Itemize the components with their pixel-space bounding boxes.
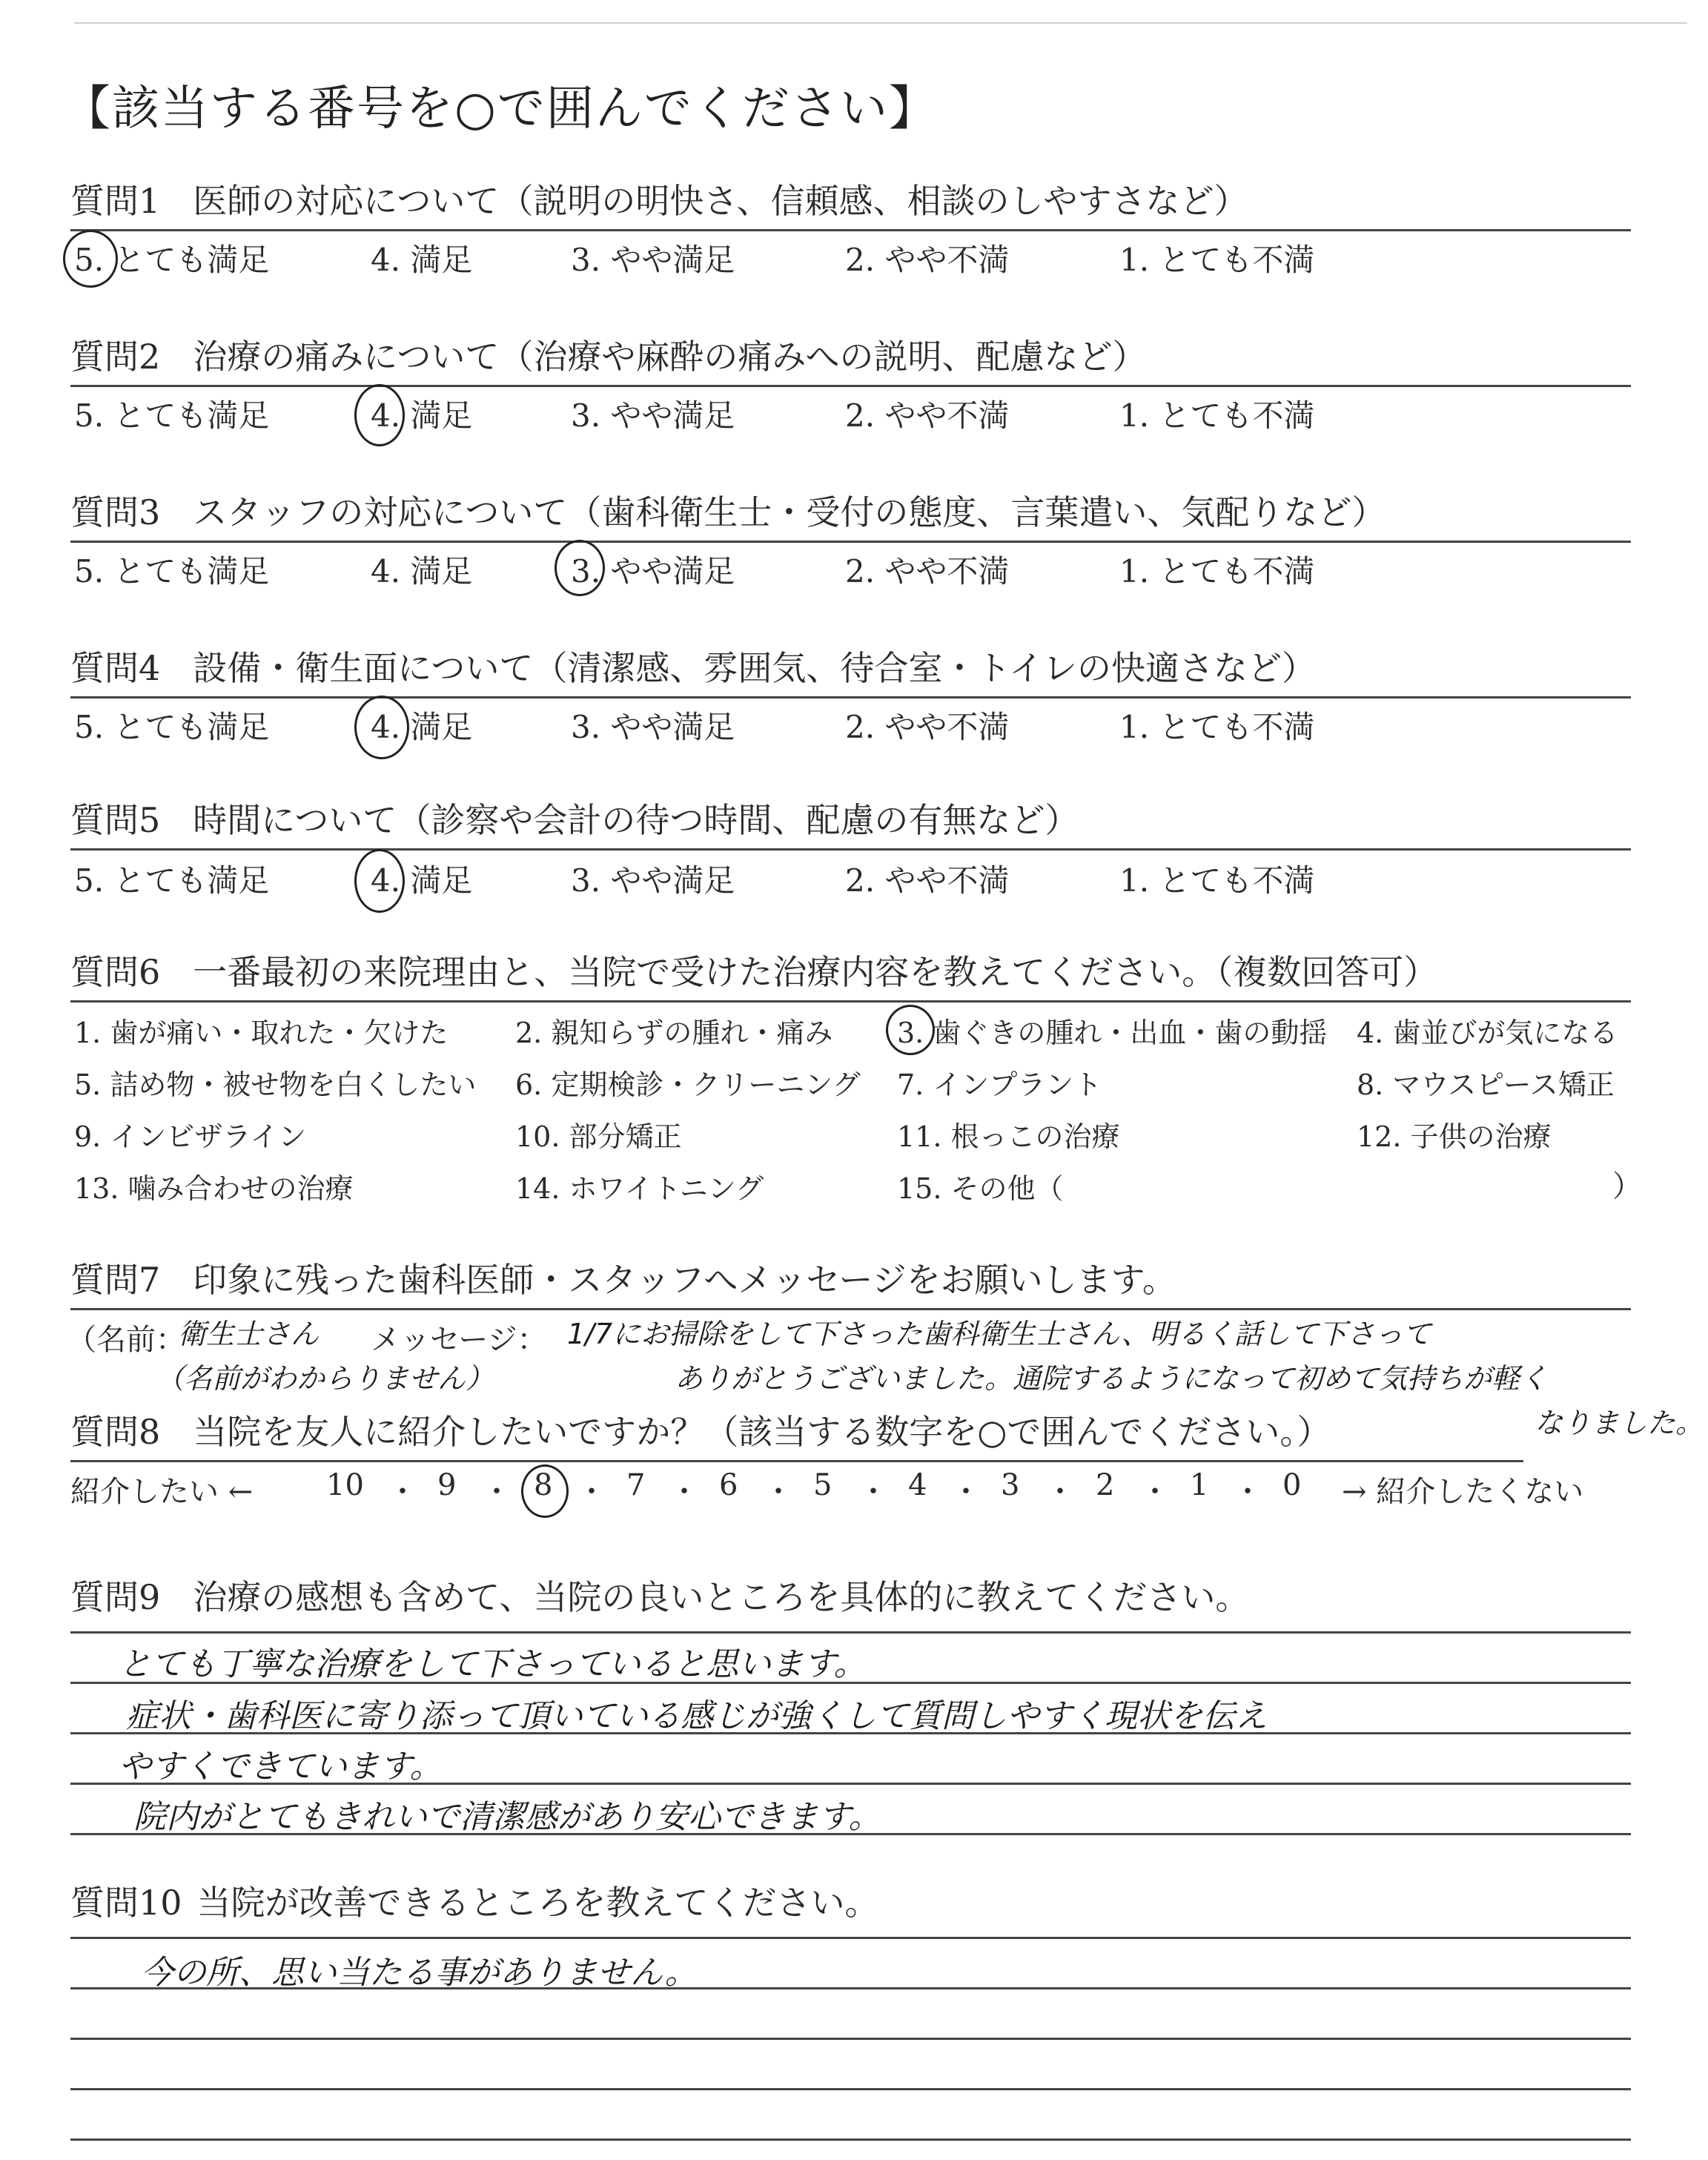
q2-option-4[interactable]: 4. 満足 [371, 397, 473, 434]
q9-answer-line-4: 院内がとてもきれいで清潔感があり安心できます。 [133, 1798, 881, 1836]
q8-dot: ・ [388, 1475, 417, 1509]
q6-option-11[interactable]: 11. 根っこの治療 [897, 1120, 1120, 1153]
q7-name-note: （名前がわからりません） [156, 1362, 494, 1395]
q8-dot: ・ [764, 1475, 793, 1509]
q8-scale-6[interactable]: 6 [719, 1468, 738, 1502]
q7-name-value: 衛生士さん [178, 1318, 320, 1350]
q8-dot: ・ [669, 1475, 699, 1509]
q6-option-8[interactable]: 8. マウスピース矯正 [1357, 1069, 1615, 1101]
q8-scale-4[interactable]: 4 [908, 1468, 927, 1502]
question-10-heading [70, 1876, 1631, 1931]
q6-other-close-paren: ） [1612, 1169, 1642, 1203]
question-7-number: 質問7 [70, 1260, 161, 1300]
q4-selection-circle [354, 696, 409, 759]
page-title: 【該当する番号を○で囲んでください】 [63, 82, 938, 136]
q5-selection-circle [354, 849, 405, 913]
question-2-text: 治療の痛みについて（治療や麻酔の痛みへの説明、配慮など） [193, 337, 1147, 377]
q1-option-5[interactable]: 5. とても満足 [74, 242, 270, 278]
question-7-heading [70, 1253, 1631, 1310]
question-1-number: 質問1 [70, 181, 161, 221]
q6-option-7[interactable]: 7. インプラント [897, 1069, 1102, 1101]
q4-option-5[interactable]: 5. とても満足 [74, 709, 270, 745]
question-2-heading [70, 330, 1631, 387]
q8-scale-0[interactable]: 0 [1282, 1468, 1302, 1502]
question-9-heading [70, 1571, 1631, 1625]
question-6-text: 一番最初の来院理由と、当院で受けた治療内容を教えてください。（複数回答可） [193, 952, 1438, 992]
question-3-number: 質問3 [70, 492, 161, 532]
q9-answer-line-3: やすくできています。 [119, 1748, 443, 1786]
question-6-number: 質問6 [70, 952, 161, 992]
q8-scale-2[interactable]: 2 [1096, 1468, 1115, 1502]
question-9-number: 質問9 [70, 1577, 161, 1617]
q6-option-3[interactable]: 3. 歯ぐきの腫れ・出血・歯の動揺 [897, 1017, 1328, 1049]
q8-right-label: → 紹介したくない [1342, 1475, 1584, 1509]
question-2-number: 質問2 [70, 337, 161, 377]
q4-option-1[interactable]: 1. とても不満 [1119, 709, 1315, 745]
q6-option-12[interactable]: 12. 子供の治療 [1357, 1120, 1552, 1153]
q10-answer-line [70, 1937, 1631, 1939]
q6-option-6[interactable]: 6. 定期検診・クリーニング [515, 1069, 861, 1101]
q3-option-3[interactable]: 3. やや満足 [571, 553, 735, 589]
question-1-heading [70, 174, 1631, 231]
q6-option-2[interactable]: 2. 親知らずの腫れ・痛み [515, 1017, 833, 1049]
q7-message-line-2: ありがとうございました。通院するようになって初めて気持ちが軽く [675, 1362, 1549, 1395]
q6-option-15[interactable]: 15. その他（ [897, 1172, 1064, 1205]
q6-option-10[interactable]: 10. 部分矯正 [515, 1120, 682, 1153]
question-4-heading [70, 641, 1631, 698]
q9-answer-line-2: 症状・歯科医に寄り添って頂いている感じが強くして質問しやすく現状を伝え [126, 1697, 1268, 1735]
question-10-number: 質問10 [70, 1883, 182, 1923]
q8-dot: ・ [1233, 1475, 1262, 1509]
q6-option-1[interactable]: 1. 歯が痛い・取れた・欠けた [74, 1017, 448, 1049]
q3-option-1[interactable]: 1. とても不満 [1119, 553, 1315, 589]
q1-option-4[interactable]: 4. 満足 [371, 242, 473, 278]
q3-option-5[interactable]: 5. とても満足 [74, 553, 270, 589]
q3-selection-circle [555, 540, 605, 596]
q7-message-label: メッセージ： [371, 1323, 547, 1357]
q1-option-1[interactable]: 1. とても不満 [1119, 242, 1315, 278]
q8-left-label: 紹介したい ← [70, 1475, 254, 1509]
q7-message-line-3: なりました。 [1535, 1407, 1704, 1439]
question-5-text: 時間について（診察や会計の待つ時間、配慮の有無など） [193, 800, 1079, 840]
question-8-text: 当院を友人に紹介したいですか？（該当する数字を○で囲んでください。） [193, 1412, 1331, 1452]
question-10-text: 当院が改善できるところを教えてください。 [196, 1883, 879, 1923]
q2-selection-circle [354, 384, 405, 446]
q1-selection-circle [63, 230, 118, 288]
q5-option-3[interactable]: 3. やや満足 [571, 862, 735, 899]
q10-answer-line-1: 今の所、思い当たる事がありません。 [141, 1954, 698, 1992]
q8-scale-10[interactable]: 10 [326, 1468, 364, 1502]
q10-answer-line [70, 2038, 1631, 2040]
q8-dot: ・ [1140, 1475, 1170, 1509]
q1-option-3[interactable]: 3. やや満足 [571, 242, 735, 278]
q5-option-1[interactable]: 1. とても不満 [1119, 862, 1315, 899]
question-7-text: 印象に残った歯科医師・スタッフへメッセージをお願いします。 [193, 1260, 1176, 1300]
q7-message-line-1: 1/7にお掃除をして下さった歯科衛生士さん、明るく話して下さって [567, 1318, 1431, 1350]
q9-answer-line [70, 1631, 1631, 1634]
q6-selection-circle [886, 1005, 935, 1055]
q6-option-9[interactable]: 9. インビザライン [74, 1120, 307, 1153]
q5-option-5[interactable]: 5. とても満足 [74, 862, 270, 899]
q8-dot: ・ [951, 1475, 981, 1509]
question-5-heading [70, 793, 1631, 851]
q8-scale-8[interactable]: 8 [534, 1468, 553, 1502]
q8-scale-1[interactable]: 1 [1190, 1468, 1209, 1502]
q8-scale-7[interactable]: 7 [626, 1468, 646, 1502]
q8-dot: ・ [1045, 1475, 1075, 1509]
question-4-number: 質問4 [70, 648, 161, 688]
question-6-heading [70, 945, 1631, 1003]
q2-option-1[interactable]: 1. とても不満 [1119, 397, 1315, 434]
q7-name-label: （名前： [67, 1323, 185, 1357]
q6-option-5[interactable]: 5. 詰め物・被せ物を白くしたい [74, 1069, 477, 1101]
q4-option-3[interactable]: 3. やや満足 [571, 709, 735, 745]
question-4-text: 設備・衛生面について（清潔感、雰囲気、待合室・トイレの快適さなど） [193, 648, 1317, 688]
q8-selection-circle [521, 1464, 569, 1518]
q5-option-2[interactable]: 2. やや不満 [845, 862, 1010, 899]
top-border [74, 22, 1687, 24]
q8-scale-3[interactable]: 3 [1001, 1468, 1020, 1502]
q10-answer-line [70, 2138, 1631, 2141]
q4-option-4[interactable]: 4. 満足 [371, 709, 473, 745]
q2-option-3[interactable]: 3. やや満足 [571, 397, 735, 434]
question-9-text: 治療の感想も含めて、当院の良いところを具体的に教えてください。 [193, 1577, 1250, 1617]
q9-answer-line-1: とても丁寧な治療をして下さっていると思います。 [119, 1645, 867, 1683]
q3-option-2[interactable]: 2. やや不満 [845, 553, 1010, 589]
question-3-text: スタッフの対応について（歯科衛生士・受付の態度、言葉遣い、気配りなど） [193, 492, 1386, 532]
q8-dot: ・ [482, 1475, 512, 1509]
question-8-number: 質問8 [70, 1412, 161, 1452]
q2-option-2[interactable]: 2. やや不満 [845, 397, 1010, 434]
q8-dot: ・ [577, 1475, 606, 1509]
q3-option-4[interactable]: 4. 満足 [371, 553, 473, 589]
question-5-number: 質問5 [70, 800, 161, 840]
q2-option-5[interactable]: 5. とても満足 [74, 397, 270, 434]
q8-scale-9[interactable]: 9 [437, 1468, 457, 1502]
question-3-heading [70, 486, 1631, 543]
q6-option-4[interactable]: 4. 歯並びが気になる [1357, 1017, 1618, 1049]
q6-option-13[interactable]: 13. 噛み合わせの治療 [74, 1172, 354, 1205]
q8-dot: ・ [858, 1475, 888, 1509]
q5-option-4[interactable]: 4. 満足 [371, 862, 473, 899]
q6-option-14[interactable]: 14. ホワイトニング [515, 1172, 764, 1205]
q10-answer-line [70, 2088, 1631, 2090]
q4-option-2[interactable]: 2. やや不満 [845, 709, 1010, 745]
question-1-text: 医師の対応について（説明の明快さ、信頼感、相談のしやすさなど） [193, 181, 1248, 221]
question-8-heading [70, 1405, 1523, 1462]
q8-scale-5[interactable]: 5 [813, 1468, 833, 1502]
q1-option-2[interactable]: 2. やや不満 [845, 242, 1010, 278]
